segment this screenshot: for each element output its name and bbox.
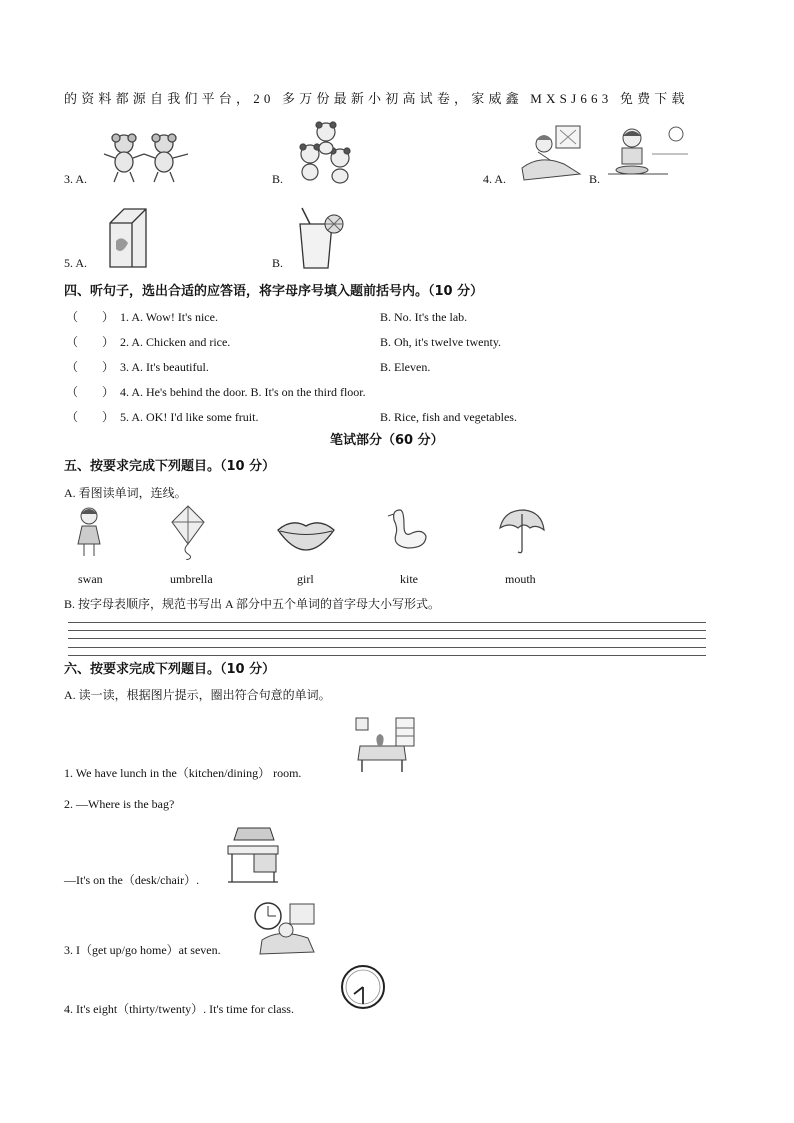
item-3-label-b: B. <box>272 172 284 186</box>
q4-options: 4. A. He's behind the door. B. It's on the third floor. <box>120 385 366 399</box>
writing-line <box>68 622 706 623</box>
swan-image <box>386 506 430 554</box>
q3-bracket: （ ） <box>66 360 115 374</box>
section-5-part-b: B. 按字母表顺序，规范书写出 A 部分中五个单词的首字母大小写形式。 <box>64 597 441 611</box>
q1-option-b: B. No. It's the lab. <box>380 310 468 324</box>
item-2-question: 2. —Where is the bag? <box>64 797 175 811</box>
item-2-answer: —It's on the（desk/chair）. <box>64 873 200 887</box>
clock-and-bed-image <box>250 900 316 956</box>
juice-glass-image <box>294 206 346 270</box>
item-5-label-a: 5. A. <box>64 256 88 270</box>
umbrella-image <box>496 506 546 556</box>
dining-room-image <box>352 716 416 774</box>
writing-line <box>68 638 706 639</box>
writing-line <box>68 630 706 631</box>
word-swan: swan <box>78 572 103 586</box>
q5-option-b: B. Rice, fish and vegetables. <box>380 410 517 424</box>
item-4-label-a: 4. A. <box>483 172 507 186</box>
item-4-sentence: 4. It's eight（thirty/twenty）. It's time for class. <box>64 1002 294 1016</box>
section-4-title: 四、听句子，选出合适的应答语，将字母序号填入题前括号内。（10 分） <box>64 284 484 299</box>
q1-option-a: 1. A. Wow! It's nice. <box>120 310 218 324</box>
writing-line <box>68 647 706 648</box>
word-kite: kite <box>400 572 418 586</box>
item-3-label-a: 3. A. <box>64 172 88 186</box>
q3-option-a: 3. A. It's beautiful. <box>120 360 209 374</box>
written-part-heading: 笔试部分（60 分） <box>330 433 444 448</box>
girl-image <box>74 506 104 558</box>
q2-option-b: B. Oh, it's twelve twenty. <box>380 335 502 349</box>
writing-line <box>68 655 706 656</box>
desk-with-bag-image <box>224 824 282 886</box>
q4-bracket: （ ） <box>66 385 115 399</box>
q2-bracket: （ ） <box>66 335 115 349</box>
q5-bracket: （ ） <box>66 410 115 424</box>
section-5-part-a: A. 看图读单词，连线。 <box>64 486 187 500</box>
q5-option-a: 5. A. OK! I'd like some fruit. <box>120 410 259 424</box>
milk-carton-image <box>104 205 152 271</box>
boy-eating-image <box>608 124 688 182</box>
item-4-label-b: B. <box>589 172 601 186</box>
item-3-sentence: 3. I（get up/go home）at seven. <box>64 943 221 957</box>
section-5-title: 五、按要求完成下列题目。（10 分） <box>64 459 276 474</box>
q1-bracket: （ ） <box>66 310 115 324</box>
section-6-title: 六、按要求完成下列题目。（10 分） <box>64 662 276 677</box>
header-note: 的资料都源自我们平台，20 多万份最新小初高试卷，家威鑫 MXSJ663 免费下载 <box>64 91 689 106</box>
clock-image <box>340 964 386 1010</box>
two-monkeys-image <box>98 128 194 184</box>
section-6-part-a: A. 读一读，根据图片提示，圈出符合句意的单词。 <box>64 688 331 702</box>
boy-in-bed-image <box>520 124 584 182</box>
item-5-label-b: B. <box>272 256 284 270</box>
q2-option-a: 2. A. Chicken and rice. <box>120 335 231 349</box>
three-pandas-image <box>296 120 356 184</box>
word-umbrella: umbrella <box>170 572 213 586</box>
word-girl: girl <box>297 572 314 586</box>
q3-option-b: B. Eleven. <box>380 360 431 374</box>
word-mouth: mouth <box>505 572 536 586</box>
kite-image <box>168 504 208 560</box>
mouth-image <box>276 516 336 552</box>
item-1-sentence: 1. We have lunch in the（kitchen/dining） room. <box>64 766 302 780</box>
